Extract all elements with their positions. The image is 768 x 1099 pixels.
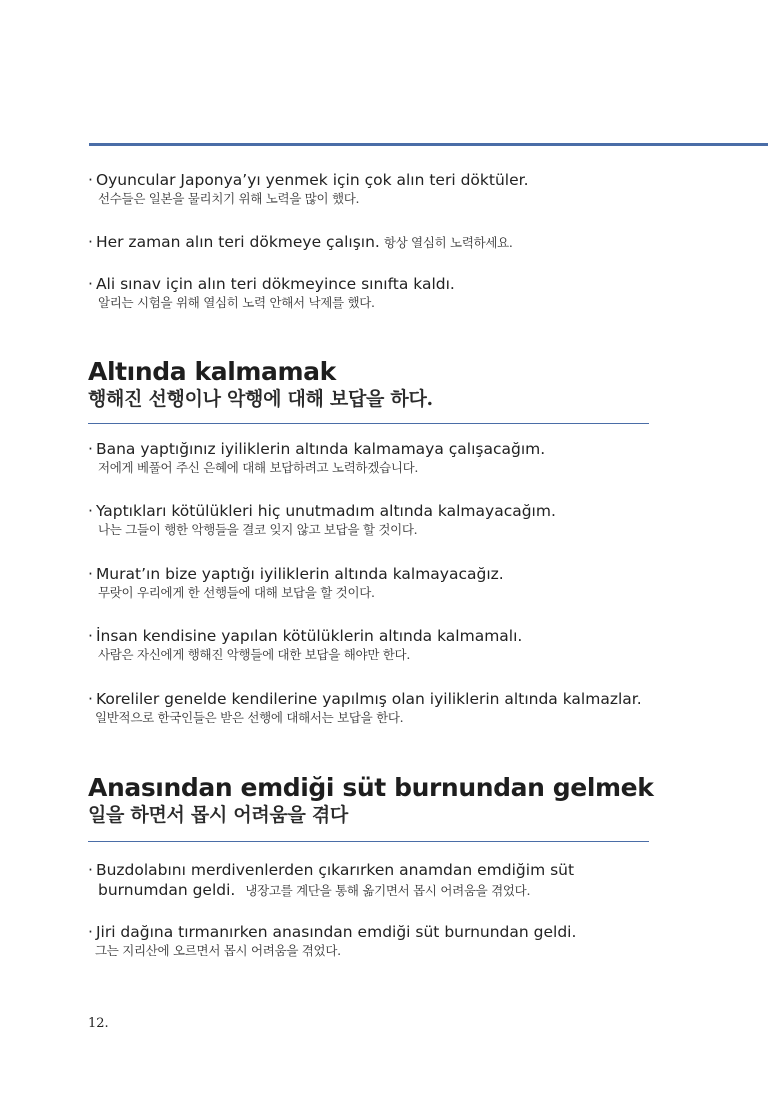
example-turkish: Murat’ın bize yaptığı iyiliklerin altında kalmayacağız. bbox=[95, 565, 504, 583]
example-korean: 선수들은 일본을 물리치기 위해 노력을 많이 했다. bbox=[98, 191, 360, 206]
idiom-section bbox=[88, 773, 688, 827]
bullet: · bbox=[88, 502, 93, 520]
example-turkish: Jiri dağına tırmanırken anasından emdiği süt burnundan geldi. bbox=[95, 923, 577, 941]
example-turkish-continued: burnumdan geldi. bbox=[98, 881, 236, 899]
example-korean: 사람은 자신에게 행해진 악행들에 대한 보답을 해야만 한다. bbox=[98, 647, 410, 662]
idiom-title: Anasından emdiği süt burnundan gelmek bbox=[88, 773, 654, 802]
bullet: · bbox=[88, 690, 93, 708]
example-item bbox=[88, 170, 688, 208]
example-item bbox=[88, 501, 688, 539]
example-korean: 무랏이 우리에게 한 선행들에 대해 보답을 할 것이다. bbox=[98, 585, 375, 600]
section-divider bbox=[88, 841, 649, 842]
example-korean: 일반적으로 한국인들은 받은 선행에 대해서는 보답을 한다. bbox=[95, 710, 404, 725]
example-turkish: Yaptıkları kötülükleri hiç unutmadım altında kalmayacağım. bbox=[95, 502, 556, 520]
example-turkish: Bana yaptığınız iyiliklerin altında kalmamaya çalışacağım. bbox=[95, 440, 546, 458]
example-korean: 알리는 시험을 위해 열심히 노력 안해서 낙제를 했다. bbox=[98, 295, 375, 310]
bullet: · bbox=[88, 627, 93, 645]
example-item bbox=[88, 626, 688, 664]
section-divider bbox=[88, 423, 649, 424]
example-item bbox=[88, 439, 688, 477]
bullet: · bbox=[88, 171, 93, 189]
bullet: · bbox=[88, 565, 93, 583]
example-turkish: İnsan kendisine yapılan kötülüklerin altında kalmamalı. bbox=[95, 627, 523, 645]
example-korean: 냉장고를 계단을 통해 옮기면서 몹시 어려움을 겪었다. bbox=[245, 883, 531, 898]
example-item bbox=[88, 689, 688, 727]
idiom-section bbox=[88, 357, 688, 411]
header-rule bbox=[89, 143, 768, 146]
example-korean: 저에게 베풀어 주신 은혜에 대해 보답하려고 노력하겠습니다. bbox=[98, 460, 419, 475]
bullet: · bbox=[88, 275, 93, 293]
idiom-meaning: 일을 하면서 몹시 어려움을 겪다 bbox=[88, 804, 348, 826]
example-korean: 나는 그들이 행한 악행들을 결코 잊지 않고 보답을 할 것이다. bbox=[98, 522, 418, 537]
example-korean: 그는 지리산에 오르면서 몹시 어려움을 겪었다. bbox=[95, 943, 341, 958]
example-item bbox=[88, 274, 688, 312]
bullet: · bbox=[88, 923, 93, 941]
bullet: · bbox=[88, 861, 93, 879]
example-item bbox=[88, 232, 688, 253]
example-item bbox=[88, 564, 688, 602]
page-number: 12. bbox=[88, 1016, 109, 1031]
example-turkish: Her zaman alın teri dökmeye çalışın. bbox=[95, 233, 380, 251]
example-item bbox=[88, 860, 688, 901]
bullet: · bbox=[88, 440, 93, 458]
example-korean: 항상 열심히 노력하세요. bbox=[383, 235, 513, 250]
example-item bbox=[88, 922, 688, 960]
idiom-title: Altında kalmamak bbox=[88, 357, 336, 386]
bullet: · bbox=[88, 233, 93, 251]
example-turkish: Buzdolabını merdivenlerden çıkarırken anamdan emdiğim süt bbox=[95, 861, 575, 879]
example-turkish: Koreliler genelde kendilerine yapılmış olan iyiliklerin altında kalmazlar. bbox=[95, 690, 642, 708]
example-turkish: Oyuncular Japonya’yı yenmek için çok alın teri döktüler. bbox=[95, 171, 529, 189]
example-turkish: Ali sınav için alın teri dökmeyince sınıfta kaldı. bbox=[95, 275, 455, 293]
idiom-meaning: 행해진 선행이나 악행에 대해 보답을 하다. bbox=[88, 388, 433, 410]
